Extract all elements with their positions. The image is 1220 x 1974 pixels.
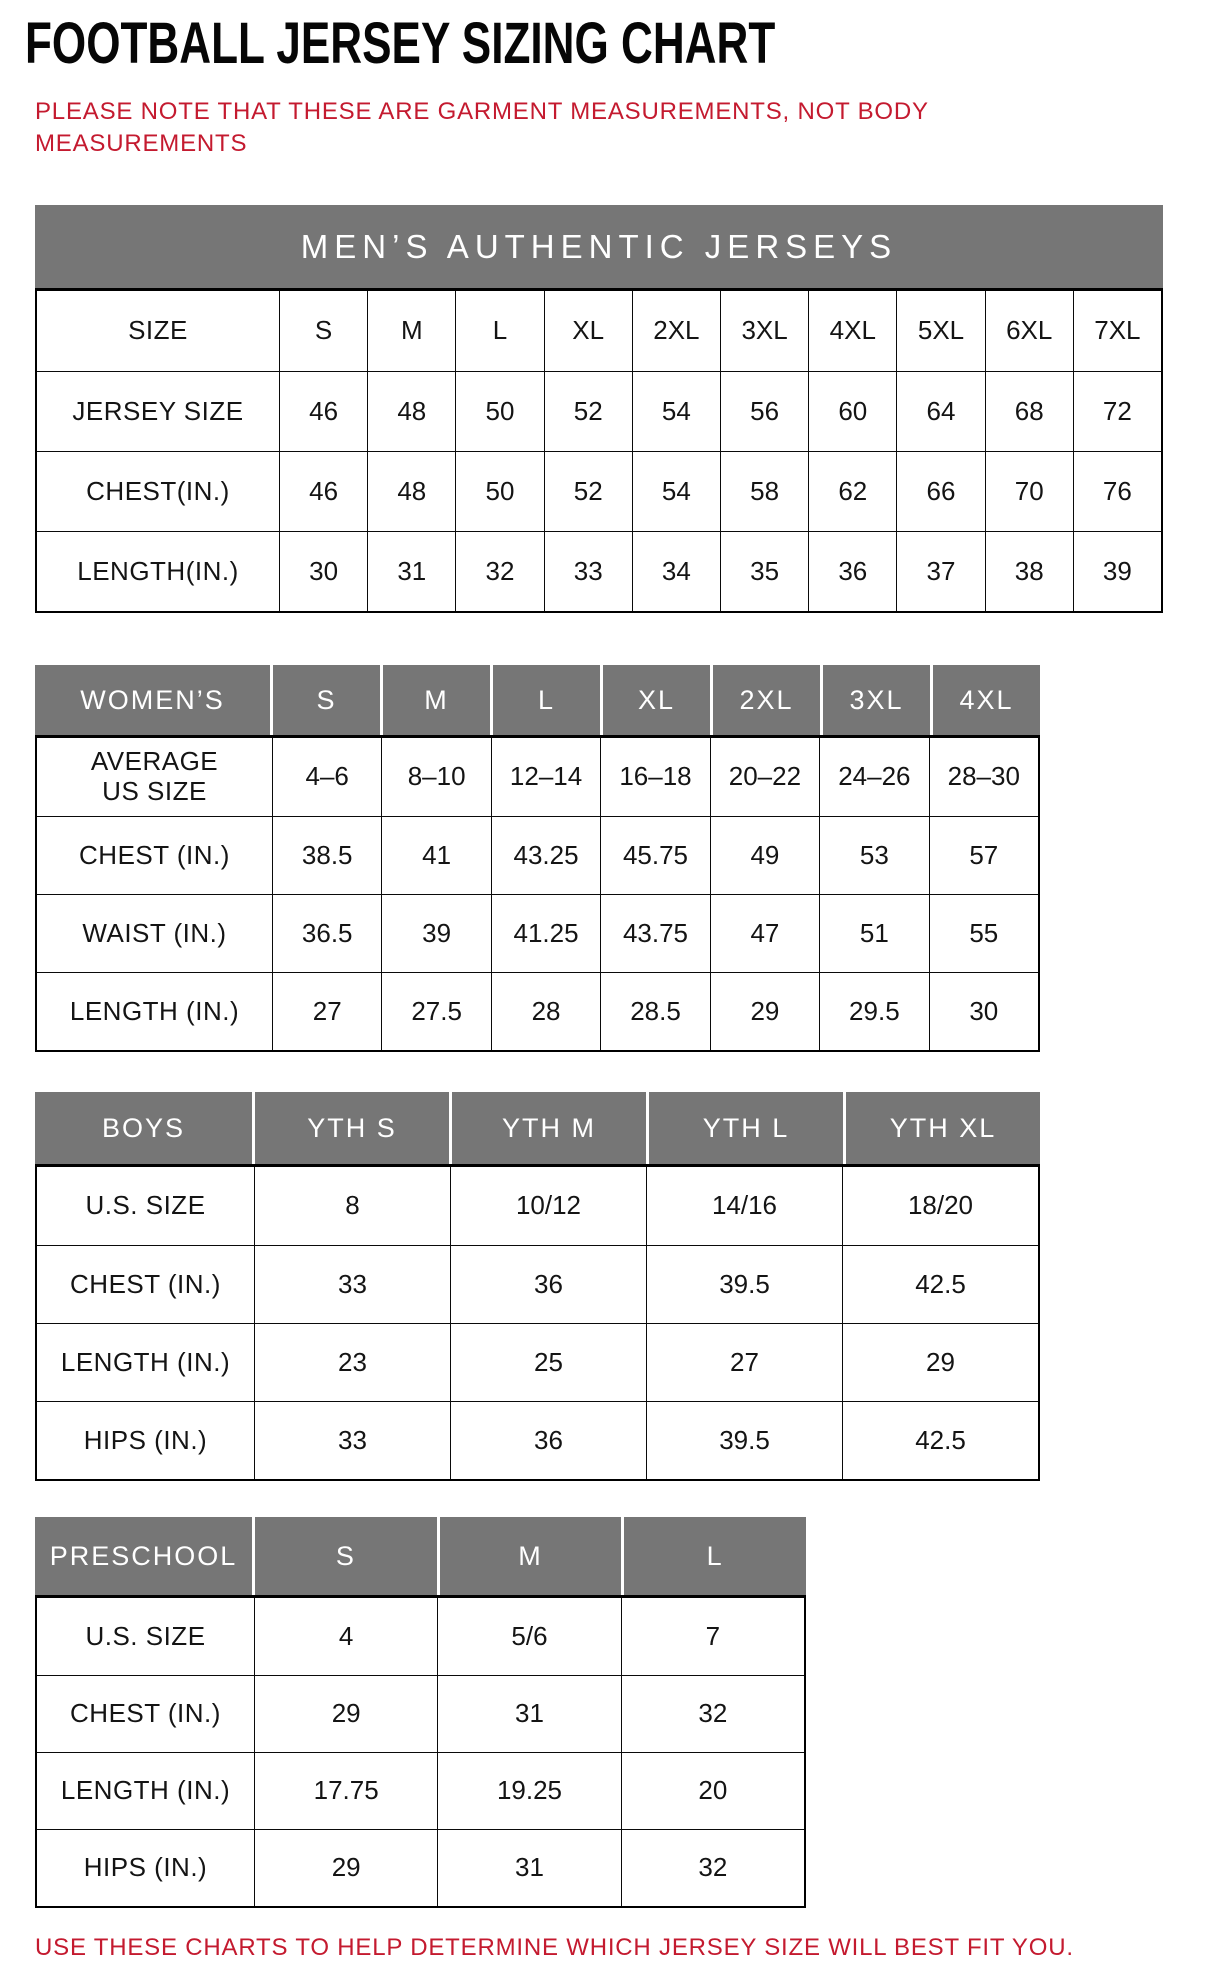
mens-authentic-jerseys-table (35, 205, 1163, 613)
preschool-value-cell: 29 (254, 1829, 437, 1906)
mens-value-cell: S (279, 291, 367, 371)
womens-value-cell: 45.75 (600, 816, 709, 894)
mens-value-cell: 33 (544, 531, 632, 611)
preschool-value-cell: 7 (621, 1598, 804, 1675)
preschool-row-label: U.S. SIZE (85, 1620, 206, 1651)
boys-header-size-yth-m: YTH M (452, 1092, 646, 1164)
womens-header-size-4xl: 4XL (933, 665, 1040, 735)
womens-value-cell: 20–22 (710, 738, 819, 816)
mens-value-cell: 34 (632, 531, 720, 611)
boys-value-cell: 18/20 (842, 1167, 1038, 1245)
mens-value-cell: 35 (720, 531, 808, 611)
womens-value-cell: 12–14 (491, 738, 600, 816)
preschool-value-cell: 31 (437, 1829, 620, 1906)
mens-value-cell: 76 (1073, 451, 1161, 531)
boys-header-size-yth-xl: YTH XL (846, 1092, 1040, 1164)
womens-value-cell: 24–26 (819, 738, 928, 816)
preschool-table (35, 1517, 806, 1908)
mens-value-cell: 50 (455, 371, 543, 451)
measurement-note-line2: MEASUREMENTS (35, 129, 248, 157)
measurement-note-line1: PLEASE NOTE THAT THESE ARE GARMENT MEASUREMENTS, NOT BODY (35, 98, 929, 125)
womens-value-cell: 4–6 (272, 738, 381, 816)
womens-value-cell: 41 (381, 816, 490, 894)
womens-value-cell: 16–18 (600, 738, 709, 816)
preschool-value-cell: 31 (437, 1675, 620, 1752)
womens-header-label: WOMEN’S (35, 665, 270, 735)
womens-header-size-xl: XL (603, 665, 710, 735)
mens-row-label: CHEST(IN.) (37, 451, 279, 531)
mens-value-cell: 2XL (632, 291, 720, 371)
womens-value-cell: 43.25 (491, 816, 600, 894)
womens-row-label: WAIST (IN.) (37, 894, 272, 972)
mens-value-cell: L (455, 291, 543, 371)
womens-value-cell: 53 (819, 816, 928, 894)
womens-header-size-m: M (383, 665, 490, 735)
womens-row-label: LENGTH (IN.) (37, 972, 272, 1050)
mens-value-cell: 4XL (808, 291, 896, 371)
mens-row-label: LENGTH(IN.) (37, 531, 279, 611)
mens-value-cell: 30 (279, 531, 367, 611)
mens-value-cell: 66 (896, 451, 984, 531)
boys-value-cell: 36 (450, 1245, 646, 1323)
boys-table-body (35, 1167, 1040, 1481)
boys-value-cell: 39.5 (646, 1401, 842, 1479)
boys-header-size-yth-l: YTH L (649, 1092, 843, 1164)
womens-row-label: AVERAGE US SIZE (90, 746, 219, 807)
womens-value-cell: 51 (819, 894, 928, 972)
mens-value-cell: 62 (808, 451, 896, 531)
mens-value-cell: 48 (367, 371, 455, 451)
preschool-header-label: PRESCHOOL (35, 1517, 252, 1595)
preschool-value-cell: 17.75 (254, 1752, 437, 1829)
preschool-value-cell: 32 (621, 1675, 804, 1752)
boys-value-cell: 23 (254, 1323, 450, 1401)
mens-value-cell: 32 (455, 531, 543, 611)
mens-value-cell: 48 (367, 451, 455, 531)
womens-value-cell: 36.5 (272, 894, 381, 972)
womens-value-cell: 8–10 (381, 738, 490, 816)
womens-table-body (35, 738, 1040, 1052)
womens-value-cell: 39 (381, 894, 490, 972)
mens-value-cell: 68 (985, 371, 1073, 451)
boys-table (35, 1092, 1040, 1481)
mens-value-cell: 38 (985, 531, 1073, 611)
mens-value-cell: 46 (279, 451, 367, 531)
mens-value-cell: 39 (1073, 531, 1161, 611)
womens-value-cell: 29.5 (819, 972, 928, 1050)
mens-value-cell: 54 (632, 451, 720, 531)
mens-value-cell: M (367, 291, 455, 371)
mens-value-cell: 46 (279, 371, 367, 451)
boys-header-size-yth-s: YTH S (255, 1092, 449, 1164)
womens-table (35, 665, 1040, 1052)
womens-header-size-l: L (493, 665, 600, 735)
preschool-row-label: CHEST (IN.) (37, 1675, 254, 1752)
mens-value-cell: 60 (808, 371, 896, 451)
womens-value-cell: 38.5 (272, 816, 381, 894)
mens-value-cell: 6XL (985, 291, 1073, 371)
womens-value-cell: 28–30 (929, 738, 1038, 816)
preschool-value-cell: 32 (621, 1829, 804, 1906)
mens-value-cell: 64 (896, 371, 984, 451)
womens-value-cell: 47 (710, 894, 819, 972)
womens-value-cell: 27.5 (381, 972, 490, 1050)
mens-table-body (35, 291, 1163, 613)
boys-value-cell: 39.5 (646, 1245, 842, 1323)
mens-value-cell: 37 (896, 531, 984, 611)
boys-row-label: U.S. SIZE (85, 1190, 206, 1221)
womens-value-cell: 28 (491, 972, 600, 1050)
womens-header-size-2xl: 2XL (713, 665, 820, 735)
mens-row-label: JERSEY SIZE (37, 371, 279, 451)
mens-value-cell: 50 (455, 451, 543, 531)
preschool-value-cell: 19.25 (437, 1752, 620, 1829)
footer-note: USE THESE CHARTS TO HELP DETERMINE WHICH JERSEY SIZE WILL BEST FIT YOU. (35, 1934, 1074, 1962)
mens-value-cell: 52 (544, 371, 632, 451)
boys-value-cell: 10/12 (450, 1167, 646, 1245)
boys-row-label: LENGTH (IN.) (37, 1323, 254, 1401)
womens-row-label: CHEST (IN.) (37, 816, 272, 894)
mens-value-cell: 52 (544, 451, 632, 531)
womens-table-header-row (35, 665, 1040, 738)
boys-value-cell: 25 (450, 1323, 646, 1401)
preschool-value-cell: 4 (254, 1598, 437, 1675)
preschool-value-cell: 5/6 (437, 1598, 620, 1675)
preschool-row-label: HIPS (IN.) (37, 1829, 254, 1906)
preschool-value-cell: 29 (254, 1675, 437, 1752)
womens-value-cell: 28.5 (600, 972, 709, 1050)
boys-value-cell: 36 (450, 1401, 646, 1479)
boys-value-cell: 8 (254, 1167, 450, 1245)
measurement-note (35, 96, 1220, 159)
preschool-header-size-s: S (255, 1517, 437, 1595)
boys-table-header-row (35, 1092, 1040, 1167)
boys-row-label: HIPS (IN.) (37, 1401, 254, 1479)
mens-value-cell: 31 (367, 531, 455, 611)
preschool-value-cell: 20 (621, 1752, 804, 1829)
womens-value-cell: 27 (272, 972, 381, 1050)
preschool-table-header-row (35, 1517, 806, 1598)
womens-value-cell: 43.75 (600, 894, 709, 972)
boys-value-cell: 42.5 (842, 1245, 1038, 1323)
page-title: FOOTBALL JERSEY SIZING CHART (25, 11, 776, 76)
boys-value-cell: 29 (842, 1323, 1038, 1401)
womens-header-size-3xl: 3XL (823, 665, 930, 735)
preschool-header-size-l: L (624, 1517, 806, 1595)
preschool-header-size-m: M (440, 1517, 622, 1595)
womens-value-cell: 55 (929, 894, 1038, 972)
boys-header-label: BOYS (35, 1092, 252, 1164)
mens-value-cell: 56 (720, 371, 808, 451)
mens-value-cell: 3XL (720, 291, 808, 371)
womens-value-cell: 29 (710, 972, 819, 1050)
preschool-table-body (35, 1598, 806, 1908)
womens-value-cell: 41.25 (491, 894, 600, 972)
mens-value-cell: 58 (720, 451, 808, 531)
mens-value-cell: 72 (1073, 371, 1161, 451)
preschool-row-label: LENGTH (IN.) (37, 1752, 254, 1829)
womens-value-cell: 57 (929, 816, 1038, 894)
boys-value-cell: 42.5 (842, 1401, 1038, 1479)
womens-value-cell: 30 (929, 972, 1038, 1050)
mens-value-cell: 7XL (1073, 291, 1161, 371)
womens-header-size-s: S (273, 665, 380, 735)
mens-table-title: MEN’S AUTHENTIC JERSEYS (35, 205, 1163, 291)
boys-row-label: CHEST (IN.) (37, 1245, 254, 1323)
mens-value-cell: XL (544, 291, 632, 371)
mens-value-cell: 36 (808, 531, 896, 611)
mens-row-label: SIZE (128, 315, 188, 346)
womens-value-cell: 49 (710, 816, 819, 894)
mens-value-cell: 54 (632, 371, 720, 451)
title-wrap (25, 11, 1220, 78)
boys-value-cell: 33 (254, 1245, 450, 1323)
boys-value-cell: 33 (254, 1401, 450, 1479)
boys-value-cell: 14/16 (646, 1167, 842, 1245)
boys-value-cell: 27 (646, 1323, 842, 1401)
mens-value-cell: 70 (985, 451, 1073, 531)
mens-value-cell: 5XL (896, 291, 984, 371)
